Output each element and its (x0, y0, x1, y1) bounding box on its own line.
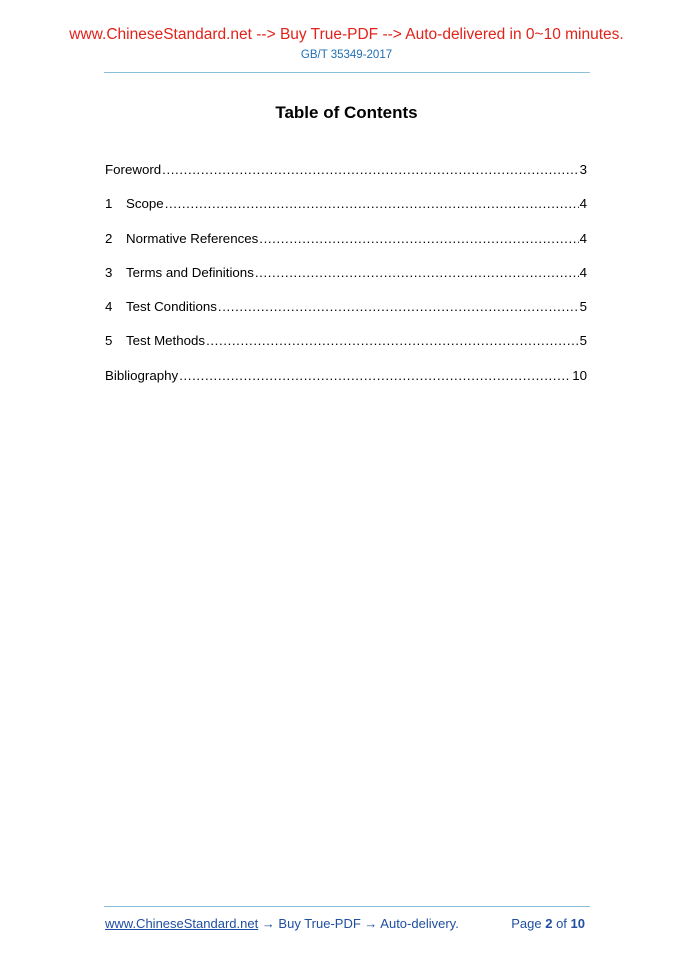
page-footer (105, 916, 585, 931)
toc-entry-page: 4 (579, 264, 587, 280)
toc-entry-number: 5 (105, 333, 113, 349)
document-id: GB/T 35349-2017 (300, 49, 393, 61)
toc-entry-label: Bibliography (105, 367, 179, 383)
toc-entry-number: 3 (105, 264, 113, 280)
toc-entry-label: Foreword (105, 162, 162, 177)
toc-entry-foreword[interactable] (105, 160, 587, 194)
toc-entry-label: Scope (126, 196, 164, 212)
toc-entry-page: 5 (579, 299, 587, 315)
toc-entry-number: 1 (105, 196, 113, 212)
toc-leader-dots (179, 366, 571, 386)
toc-leader-dots (206, 331, 579, 351)
toc-leader-dots (218, 297, 579, 317)
toc-entry-number: 2 (105, 230, 113, 246)
page-label: Page (511, 916, 542, 931)
toc-entry-label: Test Conditions (126, 299, 217, 315)
toc-entry-page: 10 (572, 367, 587, 383)
toc-entry-test-methods[interactable] (105, 331, 587, 365)
toc-entry-number: 4 (105, 299, 113, 315)
footer-promo (105, 916, 459, 931)
toc-entry-page: 3 (579, 162, 587, 177)
toc-leader-dots (162, 160, 578, 180)
footer-tagline: → Buy True-PDF → Auto-delivery. (258, 916, 459, 931)
toc-entry-bibliography[interactable] (105, 366, 587, 400)
page-total: 10 (570, 916, 585, 931)
footer-site-link[interactable]: www.ChineseStandard.net (105, 916, 259, 931)
toc-leader-dots (165, 194, 579, 214)
promo-banner[interactable]: www.ChineseStandard.net --> Buy True-PDF --> Auto-delivered in 0~10 minutes. (69, 26, 624, 43)
toc-entry-label: Terms and Definitions (126, 264, 254, 280)
toc-leader-dots (255, 263, 579, 283)
toc-entry-page: 5 (579, 333, 587, 349)
toc-entry-page: 4 (579, 230, 587, 246)
header-divider (104, 72, 590, 73)
toc-entry-label: Normative References (126, 230, 259, 246)
toc-list (105, 160, 587, 400)
toc-entry-scope[interactable] (105, 194, 587, 228)
page-of: of (556, 916, 567, 931)
footer-divider (104, 906, 590, 907)
toc-title: Table of Contents (275, 103, 418, 122)
toc-leader-dots (259, 229, 578, 249)
page-indicator (511, 916, 585, 931)
toc-entry-terms-and-definitions[interactable] (105, 263, 587, 297)
page-current: 2 (545, 916, 553, 931)
toc-entry-test-conditions[interactable] (105, 297, 587, 331)
toc-entry-page: 4 (579, 196, 587, 212)
toc-entry-label: Test Methods (126, 333, 206, 349)
toc-entry-normative-references[interactable] (105, 229, 587, 263)
